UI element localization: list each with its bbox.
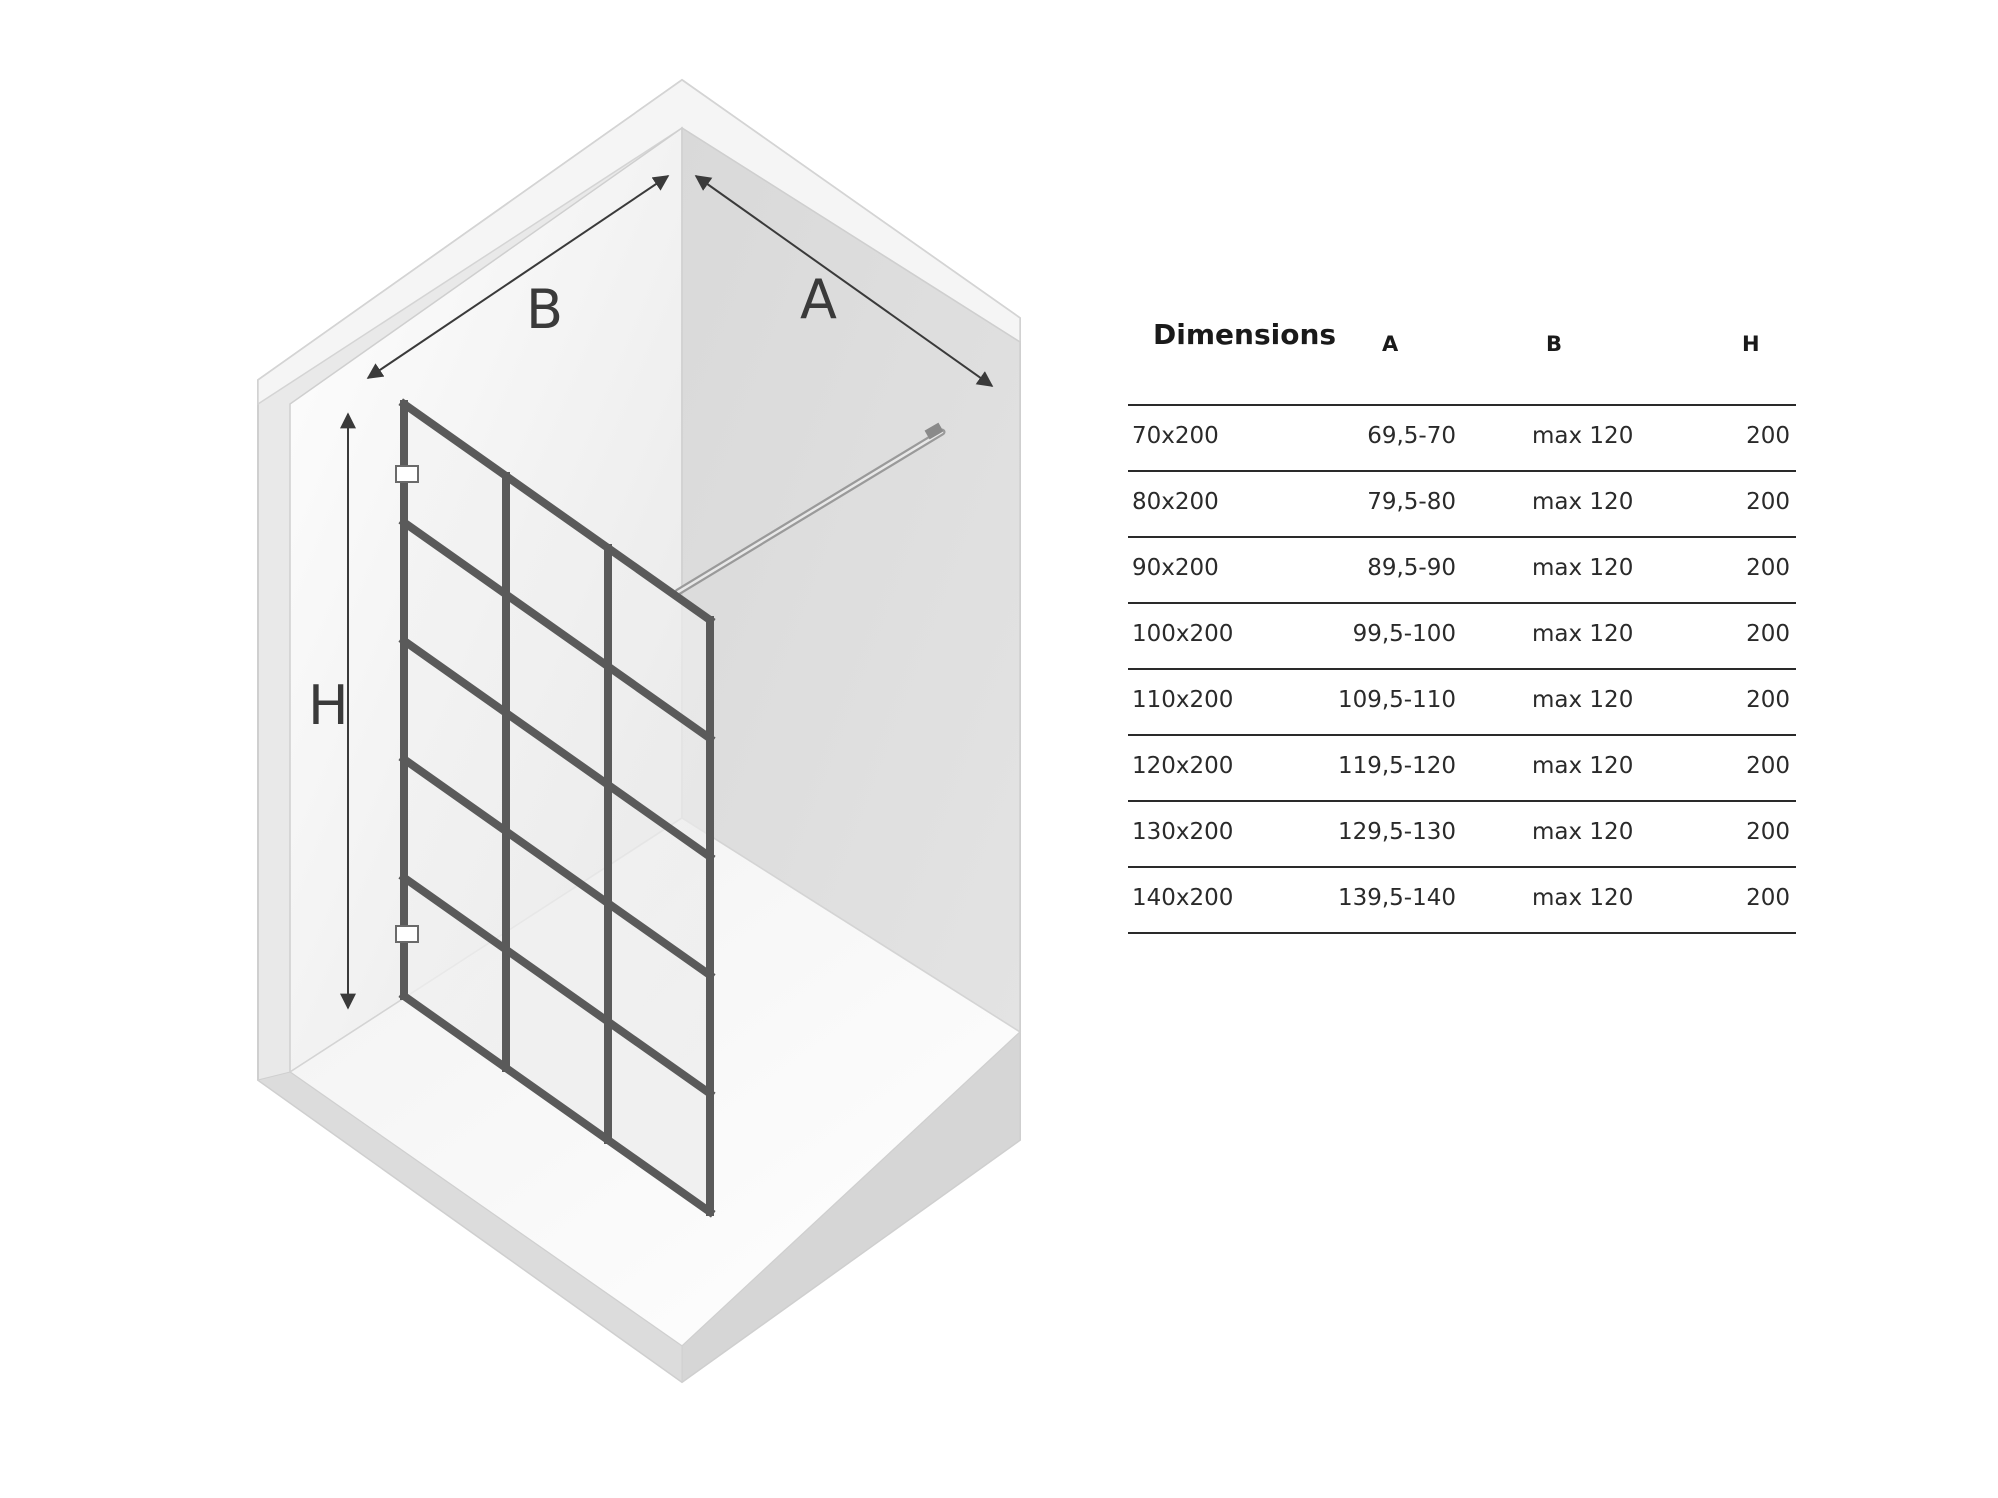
cell-b: max 120 xyxy=(1532,555,1634,581)
table-row xyxy=(1128,802,1796,868)
cell-h: 200 xyxy=(1746,687,1790,713)
table-title: Dimensions xyxy=(1153,318,1337,351)
wall-hinge-bottom xyxy=(396,926,418,942)
cell-size: 120x200 xyxy=(1132,753,1234,779)
table-row xyxy=(1128,868,1796,934)
cell-b: max 120 xyxy=(1532,621,1634,647)
table-row xyxy=(1128,604,1796,670)
column-header-a: A xyxy=(1382,332,1399,356)
cell-size: 140x200 xyxy=(1132,885,1234,911)
cell-h: 200 xyxy=(1746,423,1790,449)
cell-b: max 120 xyxy=(1532,885,1634,911)
wall-hinge-top xyxy=(396,466,418,482)
cell-h: 200 xyxy=(1746,555,1790,581)
cell-b: max 120 xyxy=(1532,819,1634,845)
table-row xyxy=(1128,406,1796,472)
cell-a: 89,5-90 xyxy=(1367,555,1456,581)
dimensions-table xyxy=(1128,306,1796,934)
dimension-h-label: H xyxy=(308,674,349,737)
table-row xyxy=(1128,472,1796,538)
column-header-b: B xyxy=(1546,332,1563,356)
cell-b: max 120 xyxy=(1532,753,1634,779)
dimension-b-label: B xyxy=(526,278,564,341)
cell-h: 200 xyxy=(1746,885,1790,911)
cell-size: 130x200 xyxy=(1132,819,1234,845)
cell-size: 80x200 xyxy=(1132,489,1219,515)
table-row xyxy=(1128,670,1796,736)
cell-b: max 120 xyxy=(1532,687,1634,713)
cell-size: 100x200 xyxy=(1132,621,1234,647)
cell-h: 200 xyxy=(1746,753,1790,779)
cell-a: 139,5-140 xyxy=(1337,885,1456,911)
table-row xyxy=(1128,538,1796,604)
cell-a: 109,5-110 xyxy=(1337,687,1456,713)
dimension-a-label: A xyxy=(800,268,837,331)
cell-b: max 120 xyxy=(1532,489,1634,515)
cell-a: 79,5-80 xyxy=(1367,489,1456,515)
cell-size: 90x200 xyxy=(1132,555,1219,581)
cell-size: 70x200 xyxy=(1132,423,1219,449)
cell-b: max 120 xyxy=(1532,423,1634,449)
cell-a: 129,5-130 xyxy=(1337,819,1456,845)
cell-h: 200 xyxy=(1746,489,1790,515)
cell-a: 69,5-70 xyxy=(1367,423,1456,449)
column-header-h: H xyxy=(1742,332,1760,356)
cell-h: 200 xyxy=(1746,819,1790,845)
table-header xyxy=(1128,306,1796,406)
cell-a: 119,5-120 xyxy=(1337,753,1456,779)
cell-a: 99,5-100 xyxy=(1352,621,1456,647)
table-row xyxy=(1128,736,1796,802)
cell-size: 110x200 xyxy=(1132,687,1234,713)
cell-h: 200 xyxy=(1746,621,1790,647)
